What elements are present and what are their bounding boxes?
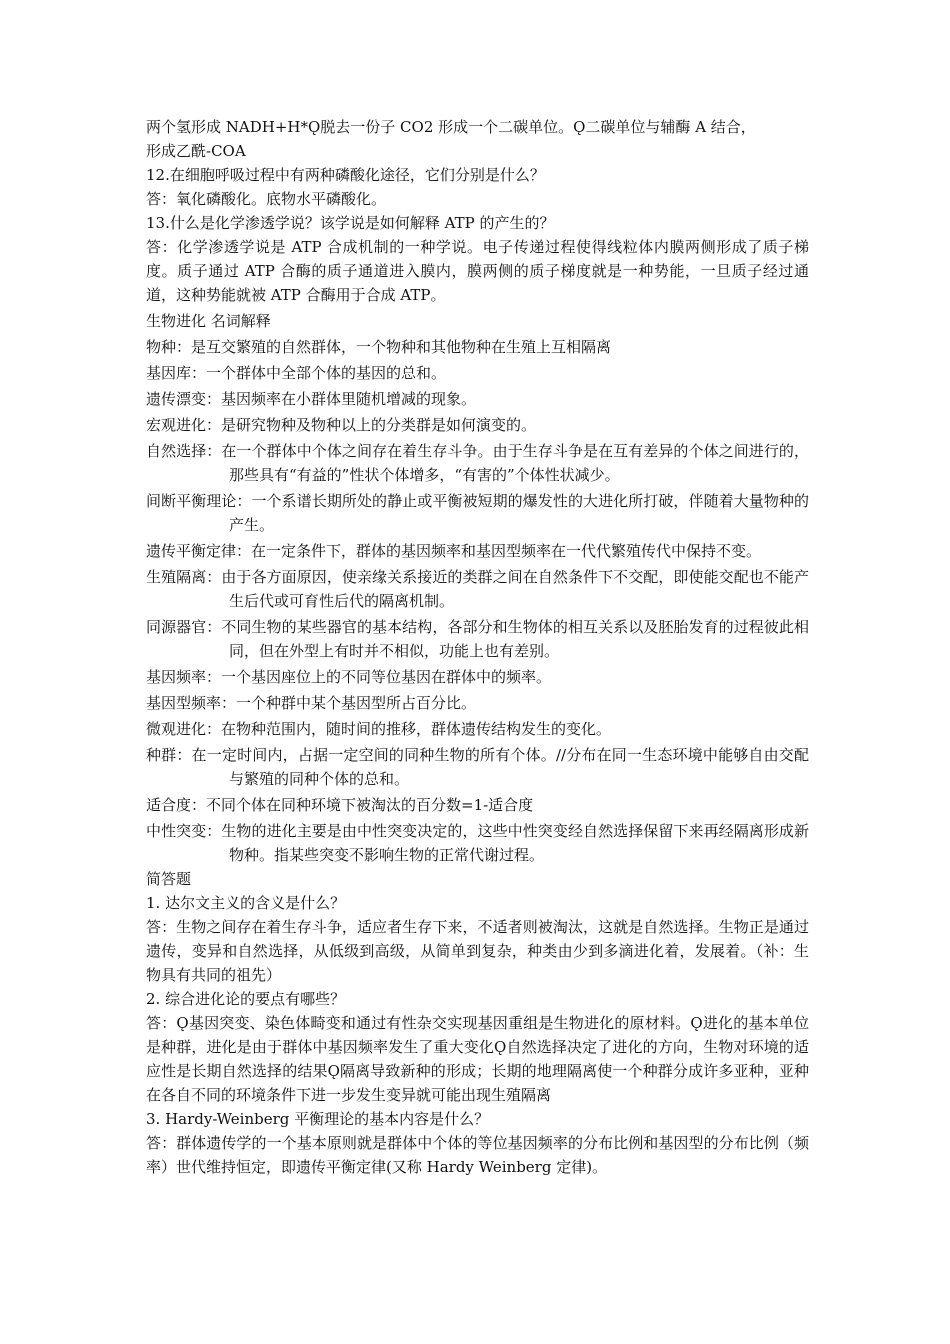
answer-13: 答：化学渗透学说是 ATP 合成机制的一种学说。电子传递过程使得线粒体内膜两侧形成了质子梯度。质子通过 ATP 合酶的质子通道进入膜内，膜两侧的质子梯度就是一种势能，一旦质子经过通道，这种势能就被 ATP 合酶用于合成 ATP。 [146, 238, 809, 304]
term-definition: 微观进化：在物种范围内，随时间的推移，群体遗传结构发生的变化。 [146, 720, 612, 738]
question-12: 12.在细胞呼吸过程中有两种磷酸化途径，它们分别是什么？ [146, 166, 545, 184]
term-definition: 宏观进化：是研究物种及物种以上的分类群是如何演变的。 [146, 416, 537, 434]
question: 3. Hardy-Weinberg 平衡理论的基本内容是什么？ [146, 1110, 490, 1128]
term-definition: 遗传漂变：基因频率在小群体里随机增减的现象。 [146, 390, 477, 408]
term-definition: 物种：是互交繁殖的自然群体，一个物种和其他物种在生殖上互相隔离 [146, 338, 612, 356]
term-definition: 基因频率：一个基因座位上的不同等位基因在群体中的频率。 [146, 668, 552, 686]
term-definition: 基因型频率：一个种群中某个基因型所占百分比。 [146, 694, 477, 712]
answer: 答：生物之间存在着生存斗争，适应者生存下来，不适者则被淘汰，这就是自然选择。生物正是通过遗传，变异和自然选择，从低级到高级，从简单到复杂，种类由少到多滴进化着，发展着。（补：生物具有共同的祖先） [146, 918, 809, 984]
text-line: 形成乙酰-COA [146, 142, 246, 160]
answer: 答：群体遗传学的一个基本原则就是群体中个体的等位基因频率的分布比例和基因型的分布比例（频率）世代维持恒定，即遗传平衡定律(又称 Hardy Weinberg 定律)。 [146, 1134, 809, 1176]
term-definition: 自然选择：在一个群体中个体之间存在着生存斗争。由于生存斗争是在互有差异的个体之间进行的，那些具有“有益的”性状个体增多，“有害的”个体性状减少。 [146, 442, 809, 484]
term-definition: 间断平衡理论：一个系谱长期所处的静止或平衡被短期的爆发性的大进化所打破，伴随着大量物种的产生。 [146, 492, 809, 534]
question: 2. 综合进化论的要点有哪些？ [146, 990, 346, 1008]
term-definition: 种群：在一定时间内，占据一定空间的同种生物的所有个体。//分布在同一生态环境中能够自由交配与繁殖的同种个体的总和。 [146, 746, 809, 788]
question: 1. 达尔文主义的含义是什么？ [146, 894, 346, 912]
short-answer-title: 简答题 [146, 870, 192, 888]
term-definition: 生殖隔离：由于各方面原因，使亲缘关系接近的类群之间在自然条件下不交配，即使能交配也不能产生后代或可育性后代的隔离机制。 [146, 568, 809, 610]
answer-12: 答：氧化磷酸化。底物水平磷酸化。 [146, 190, 387, 208]
term-definition: 同源器官：不同生物的某些器官的基本结构，各部分和生物体的相互关系以及胚胎发育的过程彼此相同，但在外型上有时并不相似，功能上也有差别。 [146, 618, 809, 660]
question-13: 13.什么是化学渗透学说？该学说是如何解释 ATP 的产生的？ [146, 214, 555, 232]
text-line: 两个氢形成 NADH+H*Ǫ脱去一份子 CO2 形成一个二碳单位。Ǫ二碳单位与辅酶 A 结合， [146, 118, 756, 136]
term-definition: 中性突变：生物的进化主要是由中性突变决定的，这些中性突变经自然选择保留下来再经隔离形成新物种。指某些突变不影响生物的正常代谢过程。 [146, 822, 809, 864]
term-definition: 基因库：一个群体中全部个体的基因的总和。 [146, 364, 447, 382]
term-definition: 适合度：不同个体在同种环境下被淘汰的百分数=1-适合度 [146, 796, 534, 814]
section-title: 生物进化 名词解释 [146, 312, 271, 330]
term-definition: 遗传平衡定律：在一定条件下，群体的基因频率和基因型频率在一代代繁殖传代中保持不变。 [146, 542, 762, 560]
answer: 答：Ǫ基因突变、染色体畸变和通过有性杂交实现基因重组是生物进化的原材料。Ǫ进化的基本单位是种群，进化是由于群体中基因频率发生了重大变化Ǫ自然选择决定了进化的方向，生物对环境的适应性是长期自然选择的结果Ǫ隔离导致新种的形成；长期的地理隔离使一个种群分成许多亚种，亚种在各自不同的环境条件下进一步发生变异就可能出现生殖隔离 [146, 1014, 809, 1104]
